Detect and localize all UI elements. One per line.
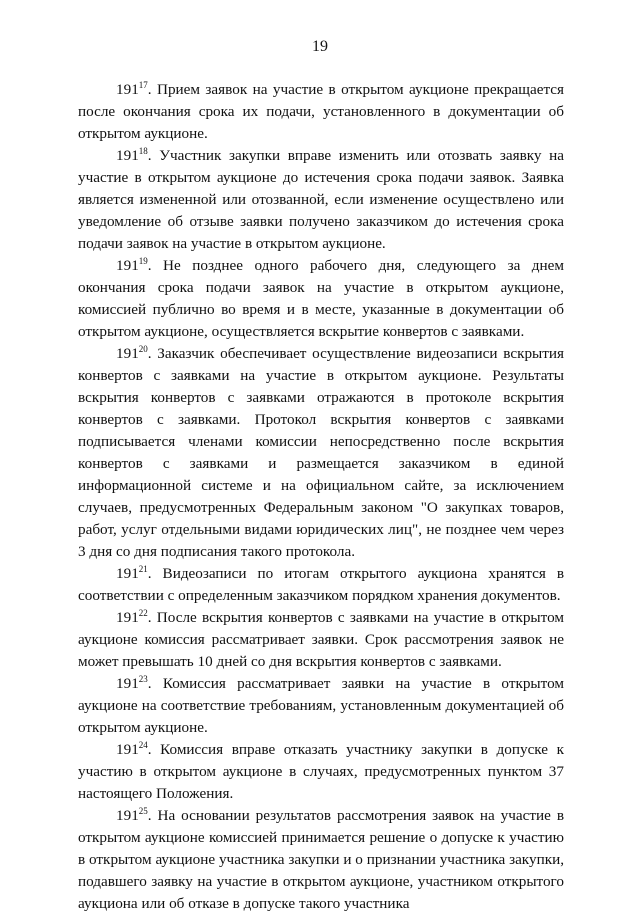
clause-number: 191	[116, 257, 139, 274]
paragraph-191-19	[78, 255, 564, 343]
paragraph-text: . Комиссия вправе отказать участнику закупки в допуске к участию в открытом аукционе в случаях, предусмотренных пунктом 37 настоящего Положения.	[78, 741, 564, 802]
paragraph-191-17	[78, 79, 564, 145]
paragraph-191-25	[78, 805, 564, 915]
paragraph-text: . Видеозаписи по итогам открытого аукциона хранятся в соответствии с определенным заказчиком порядком хранения документов.	[78, 565, 564, 604]
clause-number: 191	[116, 565, 139, 582]
paragraph-191-24	[78, 739, 564, 805]
clause-superscript: 25	[138, 806, 148, 816]
paragraph-text: . Заказчик обеспечивает осуществление видеозаписи вскрытия конвертов с заявками на участие в открытом аукционе. Результаты вскрытия конвертов с заявками отражаются в протоколе вскрытия конвертов с заявками. Протокол вскрытия конвертов с заявками подписывается членами комиссии непосредственно после вскрытия конвертов с заявками и размещается заказчиком в единой информационной системе и на официальном сайте, за исключением случаев, предусмотренных Федеральным законом "О закупках товаров, работ, услуг отдельными видами юридических лиц", не позднее чем через 3 дня со дня подписания такого протокола.	[78, 345, 564, 560]
clause-number: 191	[116, 345, 139, 362]
clause-superscript: 22	[138, 608, 148, 618]
paragraph-text: . Участник закупки вправе изменить или отозвать заявку на участие в открытом аукционе до истечения срока подачи заявок. Заявка является измененной или отозванной, если изменение осуществлено или уведомление об отзыве заявки получено заказчиком до истечения срока подачи заявок на участие в открытом аукционе.	[78, 147, 564, 252]
paragraph-191-23	[78, 673, 564, 739]
clause-superscript: 24	[138, 740, 148, 750]
clause-number: 191	[116, 81, 139, 98]
clause-number: 191	[116, 807, 139, 824]
clause-number: 191	[116, 741, 139, 758]
paragraph-text: . Прием заявок на участие в открытом аукционе прекращается после окончания срока их подачи, установленного в документации об открытом аукционе.	[78, 81, 564, 142]
clause-number: 191	[116, 675, 139, 692]
clause-superscript: 21	[138, 564, 148, 574]
clause-superscript: 20	[138, 344, 148, 354]
clause-superscript: 18	[138, 146, 148, 156]
paragraph-text: . После вскрытия конвертов с заявками на участие в открытом аукционе комиссия рассматривает заявки. Срок рассмотрения заявок не может превышать 10 дней со дня вскрытия конвертов с заявками.	[78, 609, 564, 670]
paragraph-191-18	[78, 145, 564, 255]
clause-superscript: 19	[138, 256, 148, 266]
clause-number: 191	[116, 609, 139, 626]
clause-number: 191	[116, 147, 139, 164]
paragraph-191-21	[78, 563, 564, 607]
paragraph-191-20	[78, 343, 564, 563]
document-body	[78, 79, 564, 915]
paragraph-191-22	[78, 607, 564, 673]
clause-superscript: 17	[138, 80, 148, 90]
paragraph-text: . На основании результатов рассмотрения заявок на участие в открытом аукционе комиссией принимается решение о допуске к участию в открытом аукционе участника закупки и о признании участника закупки, подавшего заявку на участие в открытом аукционе, участником открытого аукциона или об отказе в допуске такого участника	[78, 807, 564, 912]
page-number: 19	[312, 38, 328, 55]
clause-superscript: 23	[138, 674, 148, 684]
paragraph-text: . Не позднее одного рабочего дня, следующего за днем окончания срока подачи заявок на участие в открытом аукционе, комиссией публично во время и в месте, указанные в документации об открытом аукционе, осуществляется вскрытие конвертов с заявками.	[78, 257, 564, 340]
paragraph-text: . Комиссия рассматривает заявки на участие в открытом аукционе на соответствие требованиям, установленным документацией об открытом аукционе.	[78, 675, 564, 736]
